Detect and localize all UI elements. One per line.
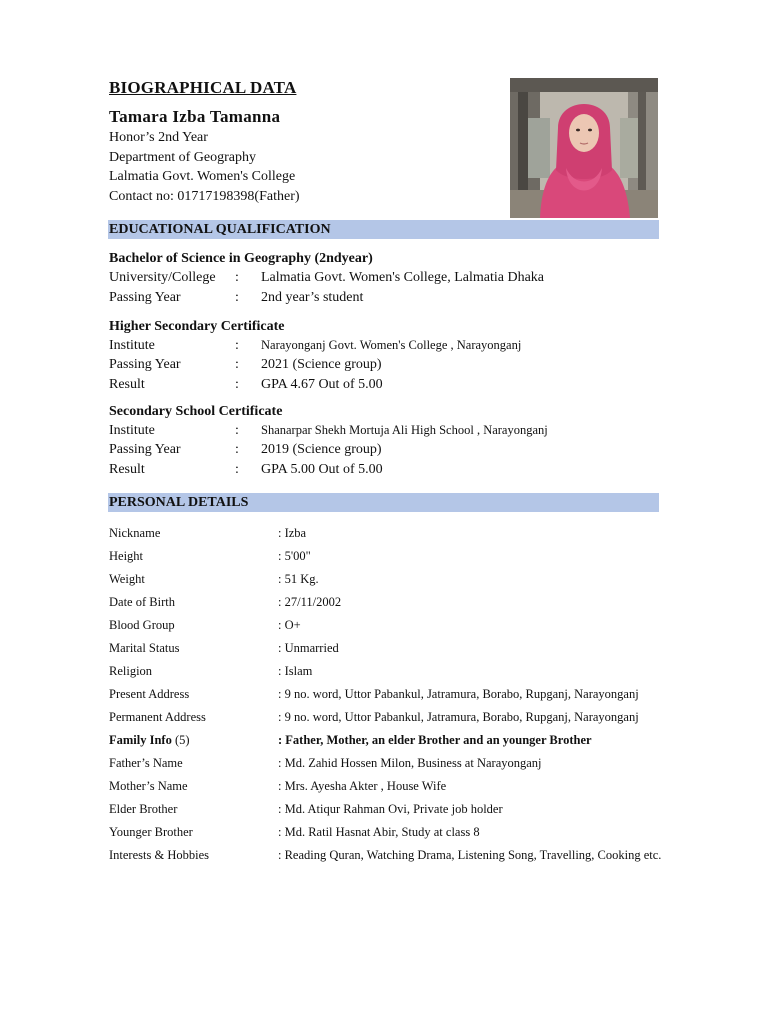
row-label: Marital Status (109, 641, 180, 655)
row-value: : Mrs. Ayesha Akter , House Wife (278, 779, 447, 793)
row-label: Younger Brother (109, 825, 193, 839)
row-label: Nickname (109, 526, 161, 540)
row-value: GPA 5.00 Out of 5.00 (261, 462, 383, 477)
row-label: Height (109, 549, 144, 563)
row-value: 2019 (Science group) (261, 442, 382, 457)
row-value: : 5'00" (278, 549, 311, 563)
row-label: University/College (109, 270, 216, 285)
row-value: : Islam (278, 664, 313, 678)
row-colon: : (235, 357, 239, 372)
row-value: : Unmarried (278, 641, 339, 655)
row-value: 2nd year’s student (261, 290, 364, 305)
row-colon: : (235, 377, 239, 392)
document-title: BIOGRAPHICAL DATA (109, 78, 297, 97)
row-value: 2021 (Science group) (261, 357, 382, 372)
row-label (109, 733, 190, 748)
row-value: Narayonganj Govt. Women's College , Narayonganj (261, 338, 522, 352)
profile-photo (510, 78, 658, 218)
row-label: Permanent Address (109, 710, 206, 724)
row-colon: : (235, 338, 239, 353)
row-colon: : (235, 442, 239, 457)
row-label: Father’s Name (109, 756, 183, 770)
personal-section-heading: PERSONAL DETAILS (108, 493, 659, 512)
row-colon: : (235, 462, 239, 477)
row-label: Institute (109, 423, 155, 438)
person-name: Tamara Izba Tamanna (109, 107, 281, 126)
education-section-heading: EDUCATIONAL QUALIFICATION (108, 220, 659, 239)
row-label: Institute (109, 338, 155, 353)
row-label: Elder Brother (109, 802, 178, 816)
row-label: Mother’s Name (109, 779, 188, 793)
row-value: : 9 no. word, Uttor Pabankul, Jatramura, Borabo, Rupganj, Narayonganj (278, 710, 639, 724)
row-label: Passing Year (109, 357, 181, 372)
row-label: Blood Group (109, 618, 175, 632)
row-value: : Izba (278, 526, 307, 540)
row-value: : 27/11/2002 (278, 595, 342, 609)
row-value: Shanarpar Shekh Mortuja Ali High School , Narayonganj (261, 423, 548, 437)
ssc-heading: Secondary School Certificate (109, 404, 283, 419)
row-value: : Father, Mother, an elder Brother and an younger Brother (278, 733, 592, 747)
row-value: : Md. Zahid Hossen Milon, Business at Narayonganj (278, 756, 542, 770)
row-label: Passing Year (109, 442, 181, 457)
hsc-heading: Higher Secondary Certificate (109, 319, 285, 334)
row-value: : 9 no. word, Uttor Pabankul, Jatramura, Borabo, Rupganj, Narayonganj (278, 687, 639, 701)
row-value: : O+ (278, 618, 301, 632)
row-label: Passing Year (109, 290, 181, 305)
row-value: GPA 4.67 Out of 5.00 (261, 377, 383, 392)
info-department: Department of Geography (109, 150, 256, 165)
row-value: : 51 Kg. (278, 572, 319, 586)
portrait-illustration (510, 78, 658, 218)
family-count: (5) (171, 733, 190, 747)
row-label: Present Address (109, 687, 190, 701)
row-label: Weight (109, 572, 145, 586)
info-college: Lalmatia Govt. Women's College (109, 169, 296, 184)
row-value: : Md. Ratil Hasnat Abir, Study at class 8 (278, 825, 480, 839)
row-label: Interests & Hobbies (109, 848, 209, 862)
row-value: : Reading Quran, Watching Drama, Listening Song, Travelling, Cooking etc. (278, 848, 662, 862)
info-year: Honor’s 2nd Year (109, 130, 208, 145)
row-value: : Md. Atiqur Rahman Ovi, Private job holder (278, 802, 503, 816)
row-label: Result (109, 462, 145, 477)
row-colon: : (235, 270, 239, 285)
family-info-label: Family Info (109, 733, 172, 747)
bachelor-heading: Bachelor of Science in Geography (2ndyear) (109, 251, 373, 266)
row-label: Result (109, 377, 145, 392)
row-label: Religion (109, 664, 153, 678)
row-value: Lalmatia Govt. Women's College, Lalmatia Dhaka (261, 270, 545, 285)
row-colon: : (235, 290, 239, 305)
row-label: Date of Birth (109, 595, 175, 609)
info-contact: Contact no: 01717198398(Father) (109, 189, 300, 204)
row-colon: : (235, 423, 239, 438)
